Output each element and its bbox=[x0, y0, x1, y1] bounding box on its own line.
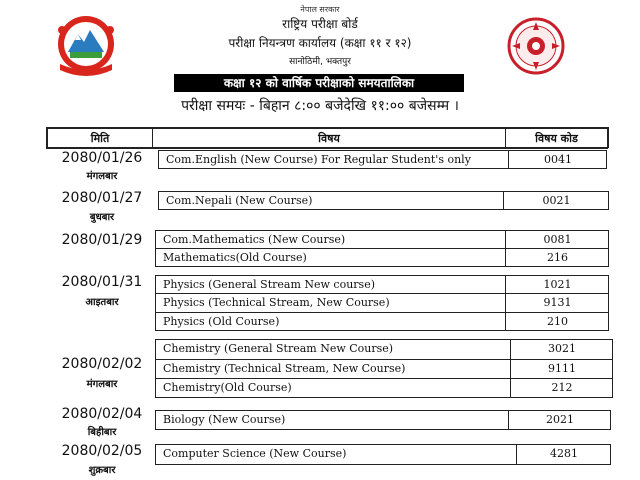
group-code-divider bbox=[503, 191, 504, 209]
exam-date: 2080/02/04 bbox=[61, 406, 143, 422]
group-left-border bbox=[155, 410, 156, 429]
subject-code-cell: 212 bbox=[551, 381, 573, 394]
exam-date: 2080/01/27 bbox=[61, 190, 143, 206]
subject-code-cell: 2021 bbox=[546, 413, 574, 426]
subject-cell: Chemistry (Technical Stream, New Course) bbox=[163, 362, 406, 375]
row-top-border bbox=[158, 191, 609, 192]
exam-date: 2080/02/02 bbox=[61, 356, 143, 372]
subject-code-cell: 9111 bbox=[548, 362, 576, 375]
table-header-border bbox=[46, 147, 608, 149]
row-top-border bbox=[155, 248, 609, 249]
row-top-border bbox=[155, 444, 611, 445]
subject-code-cell: 0021 bbox=[542, 194, 571, 207]
table-top-border bbox=[46, 127, 608, 129]
row-top-border bbox=[155, 410, 611, 411]
group-right-border bbox=[612, 339, 613, 397]
group-right-border bbox=[608, 191, 609, 209]
group-code-divider bbox=[510, 339, 511, 397]
row-top-border bbox=[155, 339, 613, 340]
subject-code-cell: 9131 bbox=[543, 296, 572, 309]
subject-cell: Mathematics(Old Course) bbox=[163, 251, 307, 264]
subject-code-cell: 0041 bbox=[544, 153, 572, 166]
subject-code-cell: 210 bbox=[547, 315, 568, 328]
subject-cell: Com.Mathematics (New Course) bbox=[163, 233, 346, 246]
exam-weekday: मंगलबार bbox=[86, 379, 118, 390]
subject-code-cell: 216 bbox=[547, 251, 568, 264]
subject-code-cell: 0081 bbox=[543, 233, 572, 246]
group-left-border bbox=[158, 191, 159, 209]
subject-cell: Physics (Old Course) bbox=[163, 315, 280, 328]
group-code-divider bbox=[508, 150, 509, 168]
table-right-border bbox=[607, 127, 609, 148]
row-top-border bbox=[155, 312, 609, 313]
row-top-border bbox=[155, 275, 609, 276]
group-left-border bbox=[155, 444, 156, 464]
header-date: मिति bbox=[90, 132, 110, 145]
group-right-border bbox=[610, 410, 611, 429]
row-top-border bbox=[158, 150, 607, 151]
subject-code-cell: 1021 bbox=[543, 278, 572, 291]
office-location: सानोठिमी, भक्तपुर bbox=[289, 57, 351, 67]
group-right-border bbox=[608, 275, 609, 330]
subject-cell: Biology (New Course) bbox=[163, 413, 286, 426]
group-code-divider bbox=[508, 410, 509, 429]
group-left-border bbox=[158, 150, 159, 168]
row-bottom-border bbox=[155, 429, 611, 430]
header-code: विषय कोड bbox=[535, 132, 578, 145]
group-right-border bbox=[606, 150, 607, 168]
row-top-border bbox=[155, 378, 613, 379]
header-subject: विषय bbox=[318, 132, 340, 145]
exam-weekday: शुक्रबार bbox=[88, 465, 116, 476]
group-left-border bbox=[155, 275, 156, 330]
subject-cell: Physics (Technical Stream, New Course) bbox=[163, 296, 390, 309]
subject-cell: Computer Science (New Course) bbox=[163, 447, 347, 460]
row-top-border bbox=[155, 359, 613, 360]
row-bottom-border bbox=[158, 209, 609, 210]
exam-time: परीक्षा समयः - बिहान ८:०० बजेदेखि ११:०० बजेसम्म । bbox=[181, 98, 459, 114]
subject-cell: Com.English (New Course) For Regular Student's only bbox=[166, 153, 471, 166]
row-bottom-border bbox=[158, 168, 607, 169]
exam-date: 2080/01/31 bbox=[61, 274, 143, 290]
exam-weekday: मंगलबार bbox=[86, 171, 118, 182]
group-left-border bbox=[155, 339, 156, 397]
row-top-border bbox=[155, 293, 609, 294]
row-top-border bbox=[155, 230, 609, 231]
subject-cell: Chemistry(Old Course) bbox=[163, 381, 292, 394]
office-name: परीक्षा नियन्त्रण कार्यालय (कक्षा ११ र १२) bbox=[228, 36, 412, 50]
subject-cell: Physics (General Stream New course) bbox=[163, 278, 376, 291]
subject-code-cell: 3021 bbox=[548, 342, 576, 355]
subject-code-cell: 4281 bbox=[550, 447, 578, 460]
exam-weekday: बुधबार bbox=[89, 212, 115, 223]
row-bottom-border bbox=[155, 397, 613, 398]
row-bottom-border bbox=[155, 330, 609, 331]
exam-date: 2080/01/26 bbox=[61, 150, 143, 166]
page-title: कक्षा १२ को वार्षिक परीक्षाको समयतालिका bbox=[174, 74, 464, 92]
board-name: राष्ट्रिय परीक्षा बोर्ड bbox=[282, 17, 358, 31]
subject-cell: Com.Nepali (New Course) bbox=[166, 194, 313, 207]
exam-weekday: बिहीबार bbox=[87, 427, 117, 438]
subject-cell: Chemistry (General Stream New Course) bbox=[163, 342, 394, 355]
row-bottom-border bbox=[155, 266, 609, 267]
group-code-divider bbox=[505, 275, 506, 330]
exam-date: 2080/01/29 bbox=[61, 232, 143, 248]
row-bottom-border bbox=[155, 464, 611, 465]
government-label: नेपाल सरकार bbox=[300, 5, 340, 14]
exam-date: 2080/02/05 bbox=[61, 443, 143, 459]
exam-weekday: आइतबार bbox=[85, 297, 119, 308]
